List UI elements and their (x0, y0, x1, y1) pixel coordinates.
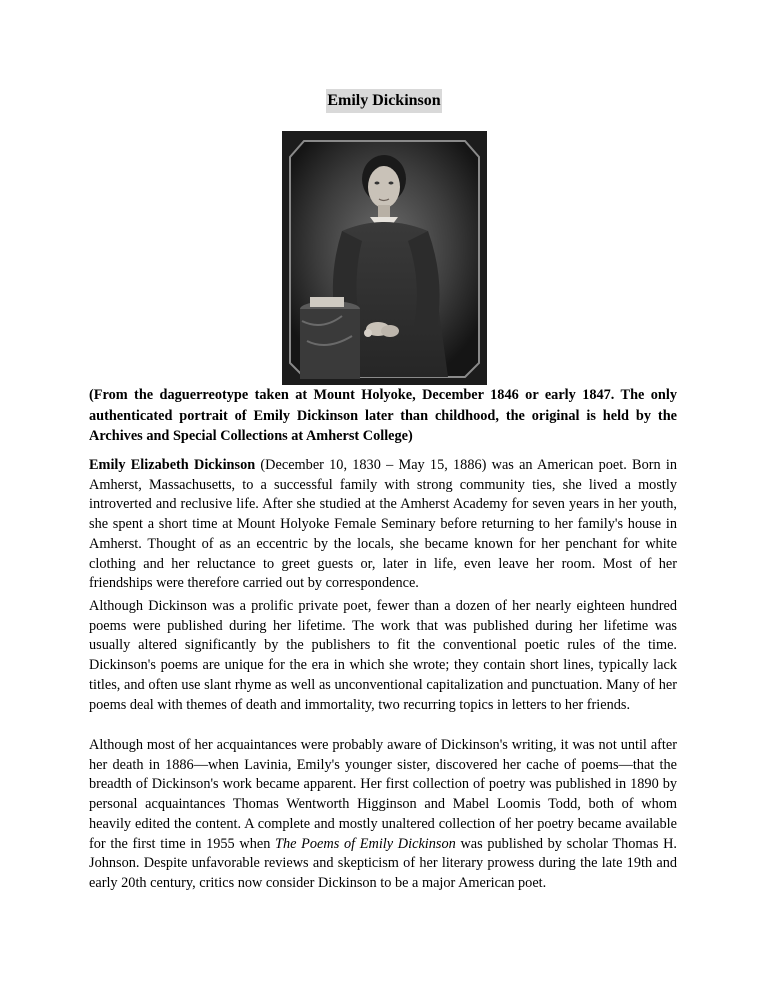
paragraph-biography-text: (December 10, 1830 – May 15, 1886) was an American poet. Born in Amherst, Massachusetts, to a successful family with strong community ties, she lived a mostly introverted and reclusive life. After she studied at the Amherst Academy for seven years in her youth, she spent a short time at Mount Holyoke Female Seminary before returning to her family's house in Amherst. Thought of as an eccentric by the locals, she became known for her penchant for white clothing and her reluctance to greet guests or, later in life, even leave her room. Most of her friendships were therefore carried out by correspondence. (89, 457, 678, 592)
portrait-image (282, 131, 487, 385)
book-title: The Poems of Emily Dickinson (275, 835, 456, 852)
portrait-illustration (282, 131, 487, 385)
page-title: Emily Dickinson (326, 89, 441, 113)
paragraph-legacy-text-end: was published by scholar Thomas H. Johnson. Despite unfavorable reviews and skepticism of her literary prowess during the late 19th and early 20th century, critics now consider Dickinson to be a major American poet. (89, 835, 677, 891)
paragraph-poetry: Although Dickinson was a prolific private poet, fewer than a dozen of her nearly eighteen hundred poems were published during her lifetime. The work that was published during her lifetime was usually altered significantly by the publishers to fit the conventional poetic rules of the time. Dickinson's poems are unique for the era in which she wrote; they contain short lines, typically lack titles, and often use slant rhyme as well as unconventional capitalization and punctuation. Many of her poems deal with themes of death and immortality, two recurring topics in letters to her friends. (89, 598, 677, 713)
paragraph-legacy-text-start: Although most of her acquaintances were probably aware of Dickinson's writing, it was not until after her death in 1886—when Lavinia, Emily's younger sister, discovered her cache of poems—that the breadth of Dickinson's work became apparent. Her first collection of poetry was published in 1890 by personal acquaintances Thomas Wentworth Higginson and Mabel Loomis Todd, both of whom heavily edited the content. A complete and mostly unaltered collection of her poetry became available for the first time in 1955 when (89, 737, 677, 852)
portrait-caption: (From the daguerreotype taken at Mount Holyoke, December 1846 or early 1847. The only authenticated portrait of Emily Dickinson later than childhood, the original is held by the Archives and Special Collections at Amherst College) (89, 387, 677, 444)
paragraph-biography (89, 456, 677, 594)
paragraph-legacy (89, 736, 677, 894)
title-block (0, 89, 768, 113)
subject-full-name: Emily Elizabeth Dickinson (89, 457, 256, 473)
